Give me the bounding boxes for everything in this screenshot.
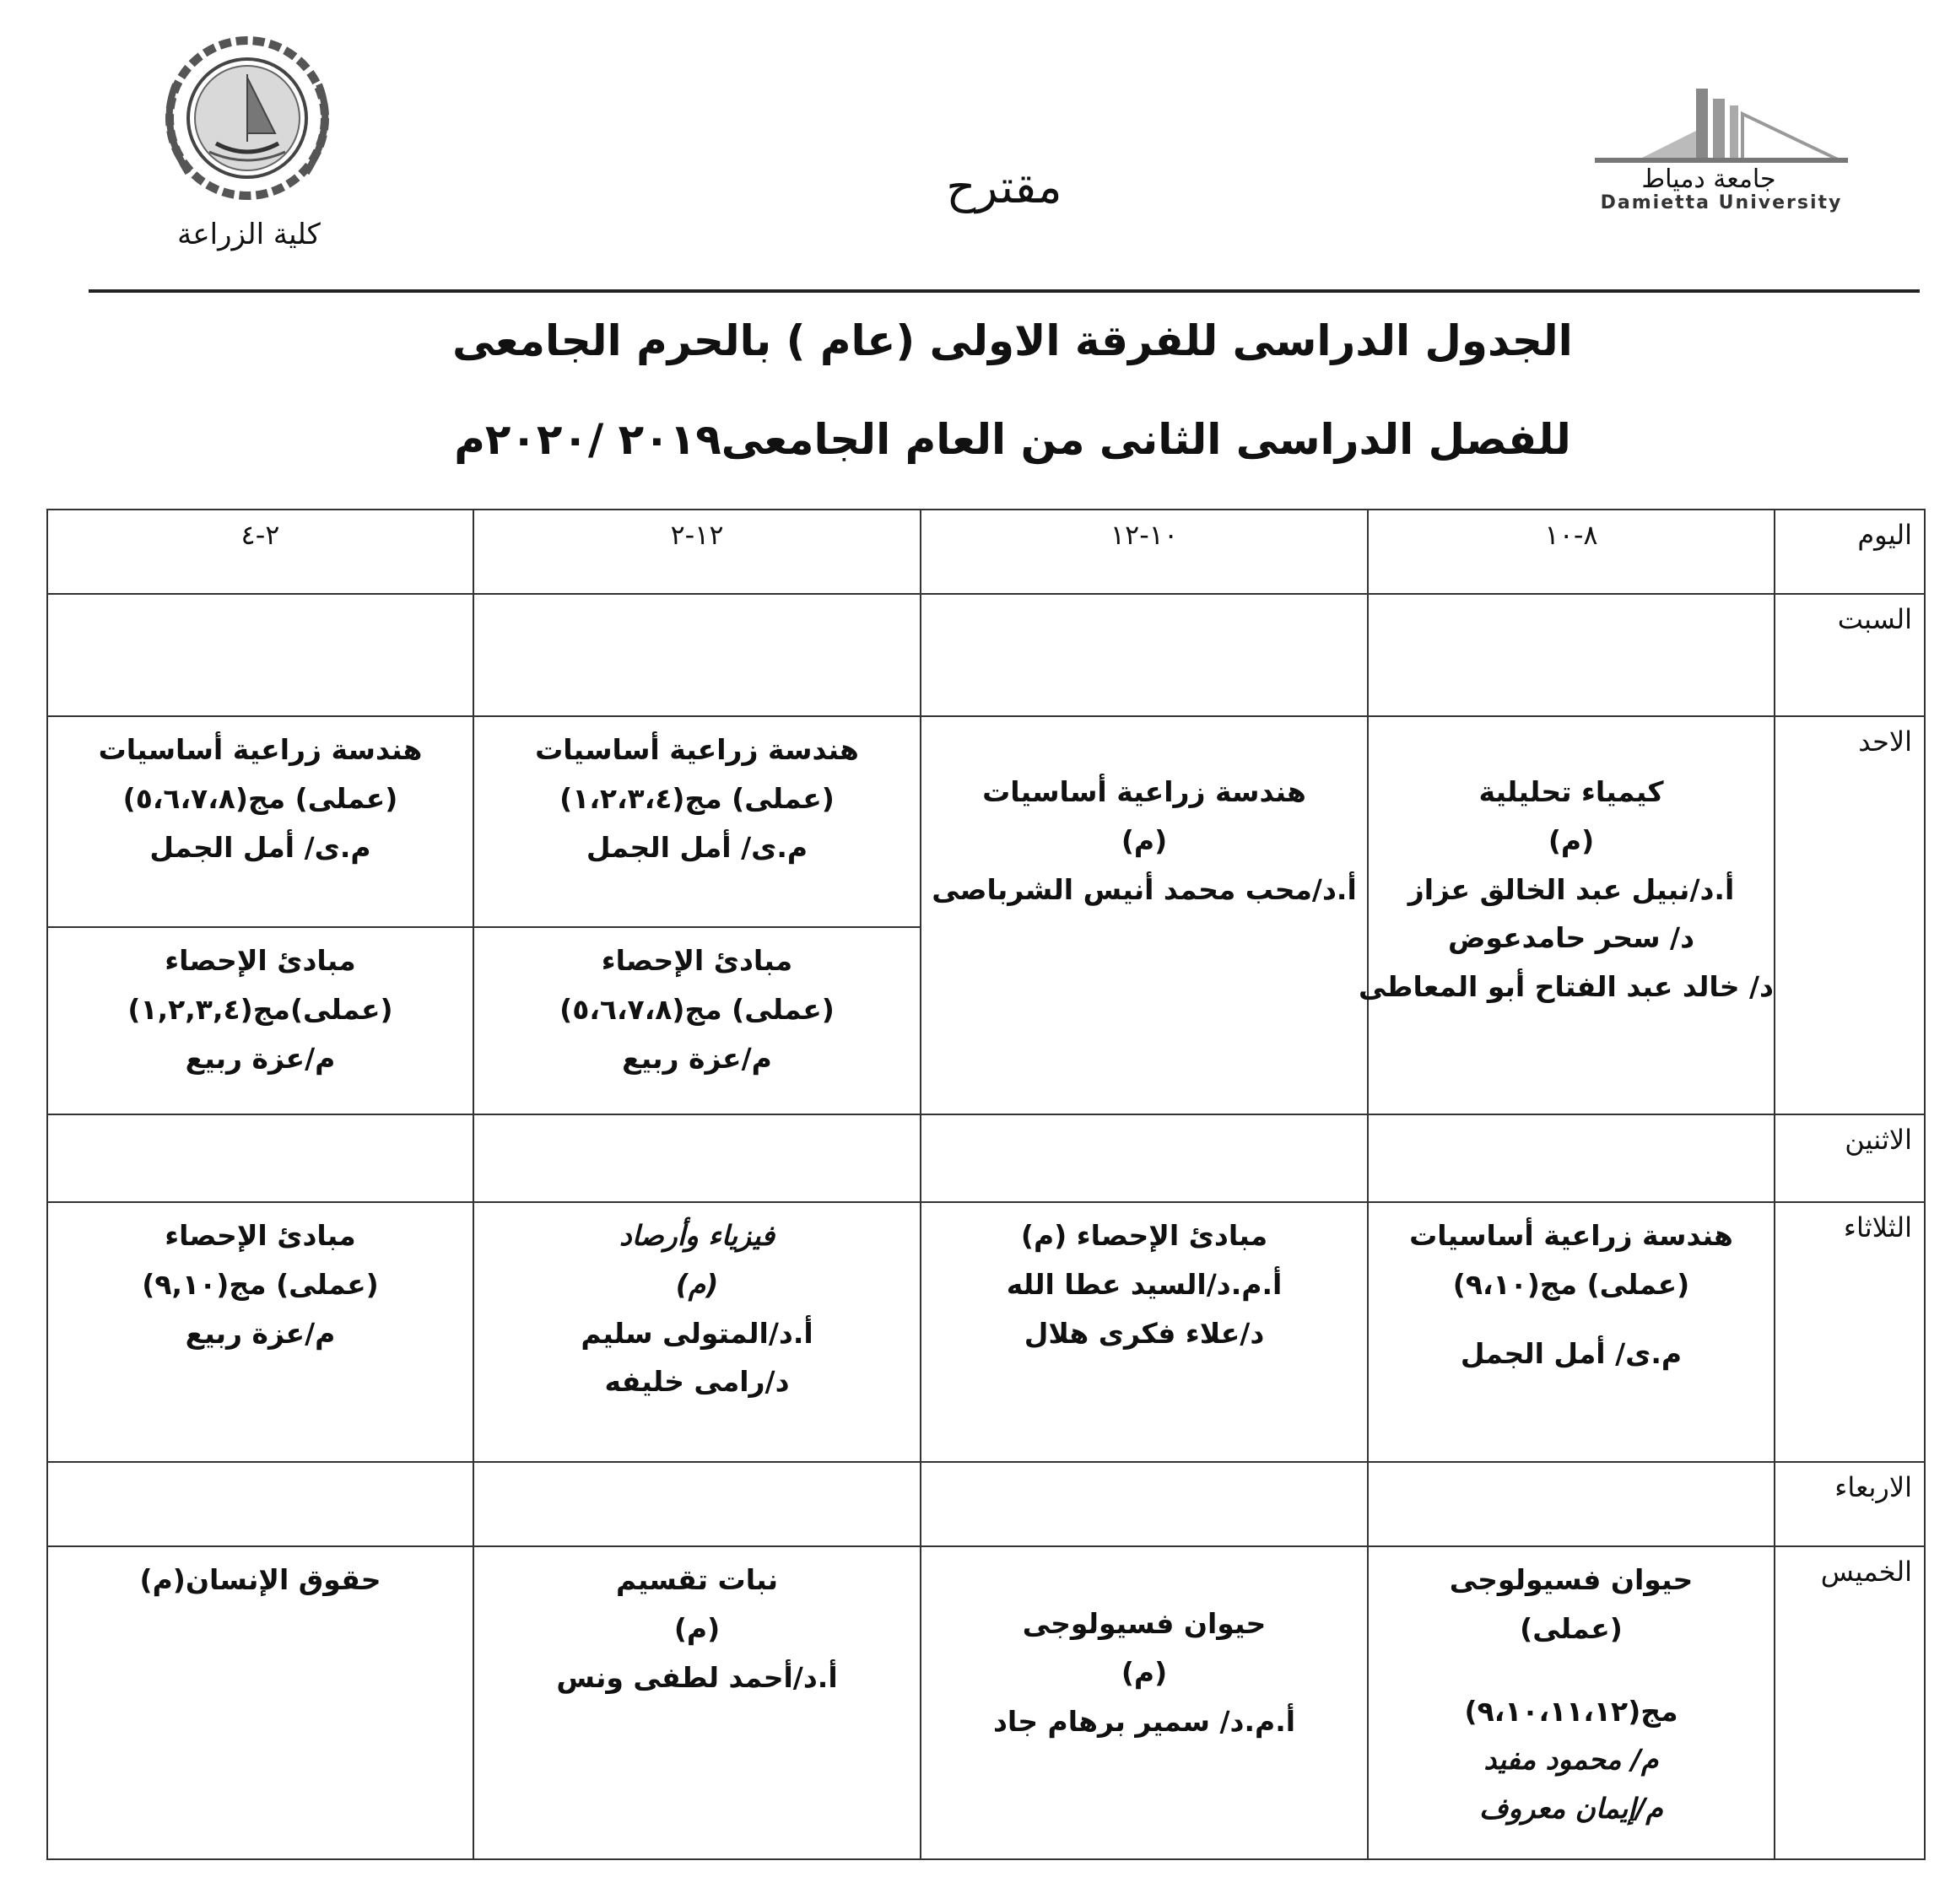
day-row-sunday — [47, 716, 1925, 927]
day-label: السبت — [1775, 594, 1925, 716]
schedule-cell — [1368, 594, 1775, 716]
day-row-tuesday — [47, 1202, 1925, 1462]
schedule-cell — [473, 1462, 921, 1546]
slot-header: ١٠-١٢ — [921, 510, 1368, 594]
course-group: (عملى) مج(٩،١٠) — [1452, 1267, 1690, 1301]
slot-header: ٨-١٠ — [1368, 510, 1775, 594]
day-label: الاربعاء — [1775, 1462, 1925, 1546]
course-type: (م) — [673, 1611, 721, 1645]
document-header — [0, 0, 1945, 304]
schedule-cell — [1359, 716, 1775, 1114]
schedule-cell — [473, 927, 921, 1114]
schedule-cell — [47, 1546, 473, 1859]
course-type: (م) — [1548, 823, 1595, 857]
schedule-cell — [921, 1462, 1368, 1546]
instructor: أ.د/أحمد لطفى ونس — [556, 1660, 838, 1694]
timetable — [46, 509, 1926, 1860]
course-group: (عملى) مج(١،٢،٣،٤) — [559, 781, 835, 815]
schedule-cell — [921, 716, 1368, 1114]
course-name: حيوان فسيولوجى — [1022, 1607, 1267, 1640]
day-label: الخميس — [1775, 1546, 1925, 1859]
course-name: مبادئ الإحصاء — [165, 1219, 356, 1252]
course-group: (عملى) مج(٥،٦،٧،٨) — [559, 992, 835, 1026]
schedule-cell — [47, 1114, 473, 1202]
instructor: د/رامى خليفه — [604, 1365, 790, 1399]
university-name-english: Damietta University — [1600, 192, 1843, 213]
day-label: الثلاثاء — [1775, 1202, 1925, 1462]
course-name: مبادئ الإحصاء — [165, 944, 356, 977]
course-name: مبادئ الإحصاء (م) — [1020, 1219, 1268, 1252]
course-type: (م) — [1121, 1655, 1168, 1689]
schedule-cell — [473, 1202, 921, 1462]
course-name: حيوان فسيولوجى — [1449, 1563, 1694, 1596]
day-row-saturday — [47, 594, 1925, 716]
schedule-title: الجدول الدراسى للفرقة الاولى (عام ) بالحرم الجامعى — [452, 316, 1573, 365]
day-label: الاحد — [1775, 716, 1925, 1114]
schedule-subtitle: للفصل الدراسى الثانى من العام الجامعى٢٠١٩ /٢٠٢٠م — [454, 415, 1571, 464]
schedule-cell — [47, 716, 473, 927]
course-name: كيمياء تحليلية — [1478, 775, 1664, 808]
schedule-cell — [47, 1202, 473, 1462]
instructor: د/ سحر حامدعوض — [1447, 921, 1695, 955]
proposal-label: مقترح — [946, 160, 1062, 213]
schedule-cell — [473, 1114, 921, 1202]
schedule-cell — [1368, 1546, 1775, 1859]
faculty-seal-logo — [142, 34, 353, 202]
course-group: مج(٩،١٠،١١،١٢) — [1464, 1694, 1678, 1728]
day-label: الاثنين — [1775, 1114, 1925, 1202]
day-row-monday — [47, 1114, 1925, 1202]
instructor: م/إيمان معروف — [1479, 1792, 1663, 1825]
instructor: د/ خالد عبد الفتاح أبو المعاطى — [1359, 970, 1774, 1003]
course-group: (عملى) مج(٥،٦،٧،٨) — [122, 781, 398, 815]
instructor: أ.م.د/السيد عطا الله — [1006, 1267, 1283, 1301]
instructor: م/عزة ربيع — [622, 1041, 772, 1075]
course-name: هندسة زراعية أساسيات — [98, 733, 423, 766]
course-type: (م) — [675, 1267, 719, 1301]
instructor: أ.م.د/ سمير برهام جاد — [992, 1704, 1296, 1738]
schedule-cell — [1368, 1114, 1775, 1202]
instructor: د/علاء فكرى هلال — [1024, 1316, 1265, 1350]
course-name: نبات تقسيم — [616, 1563, 778, 1596]
schedule-cell — [921, 1114, 1368, 1202]
course-name: فيزياء وأرصاد — [619, 1219, 775, 1252]
header-row — [47, 510, 1925, 594]
course-group: (عملى)مج(١,٢,٣,٤) — [127, 992, 393, 1026]
university-name-arabic: جامعة دمياط — [1641, 165, 1776, 194]
schedule-cell — [1368, 1462, 1775, 1546]
schedule-cell — [47, 594, 473, 716]
instructor: م/عزة ربيع — [185, 1041, 336, 1075]
slot-header: ١٢-٢ — [473, 510, 921, 594]
course-name: هندسة زراعية أساسيات — [1409, 1219, 1733, 1252]
course-type: (عملى) — [1520, 1611, 1623, 1645]
faculty-name: كلية الزراعة — [177, 218, 321, 251]
instructor: م.ى/ أمل الجمل — [149, 830, 371, 864]
instructor: أ.د/المتولى سليم — [581, 1316, 813, 1350]
course-name: حقوق الإنسان(م) — [139, 1563, 381, 1596]
schedule-cell — [473, 716, 921, 927]
schedule-cell — [921, 1546, 1368, 1859]
instructor: م.ى/ أمل الجمل — [586, 830, 808, 864]
course-name: مبادئ الإحصاء — [601, 944, 793, 977]
instructor: أ.د/محب محمد أنيس الشرباصى — [932, 872, 1357, 906]
schedule-cell — [473, 1546, 921, 1859]
schedule-cell — [47, 1462, 473, 1546]
instructor: أ.د/نبيل عبد الخالق عزاز — [1407, 872, 1735, 906]
course-name: هندسة زراعية أساسيات — [535, 733, 859, 766]
day-row-wednesday — [47, 1462, 1925, 1546]
schedule-cell — [921, 1202, 1368, 1462]
course-type: (م) — [1121, 823, 1168, 857]
schedule-cell — [921, 594, 1368, 716]
instructor: م/عزة ربيع — [185, 1316, 336, 1350]
instructor: م.ى/ أمل الجمل — [1460, 1336, 1683, 1370]
course-group: (عملى) مج(٩,١٠) — [142, 1267, 379, 1301]
slot-header: ٢-٤ — [47, 510, 473, 594]
course-name: هندسة زراعية أساسيات — [982, 775, 1306, 808]
day-column-header: اليوم — [1775, 510, 1925, 594]
schedule-cell — [47, 927, 473, 1114]
schedule-cell — [1368, 1202, 1775, 1462]
header-divider — [89, 289, 1920, 293]
day-row-thursday — [47, 1546, 1925, 1859]
instructor: م/ محمود مفيد — [1483, 1743, 1659, 1777]
schedule-cell — [473, 594, 921, 716]
